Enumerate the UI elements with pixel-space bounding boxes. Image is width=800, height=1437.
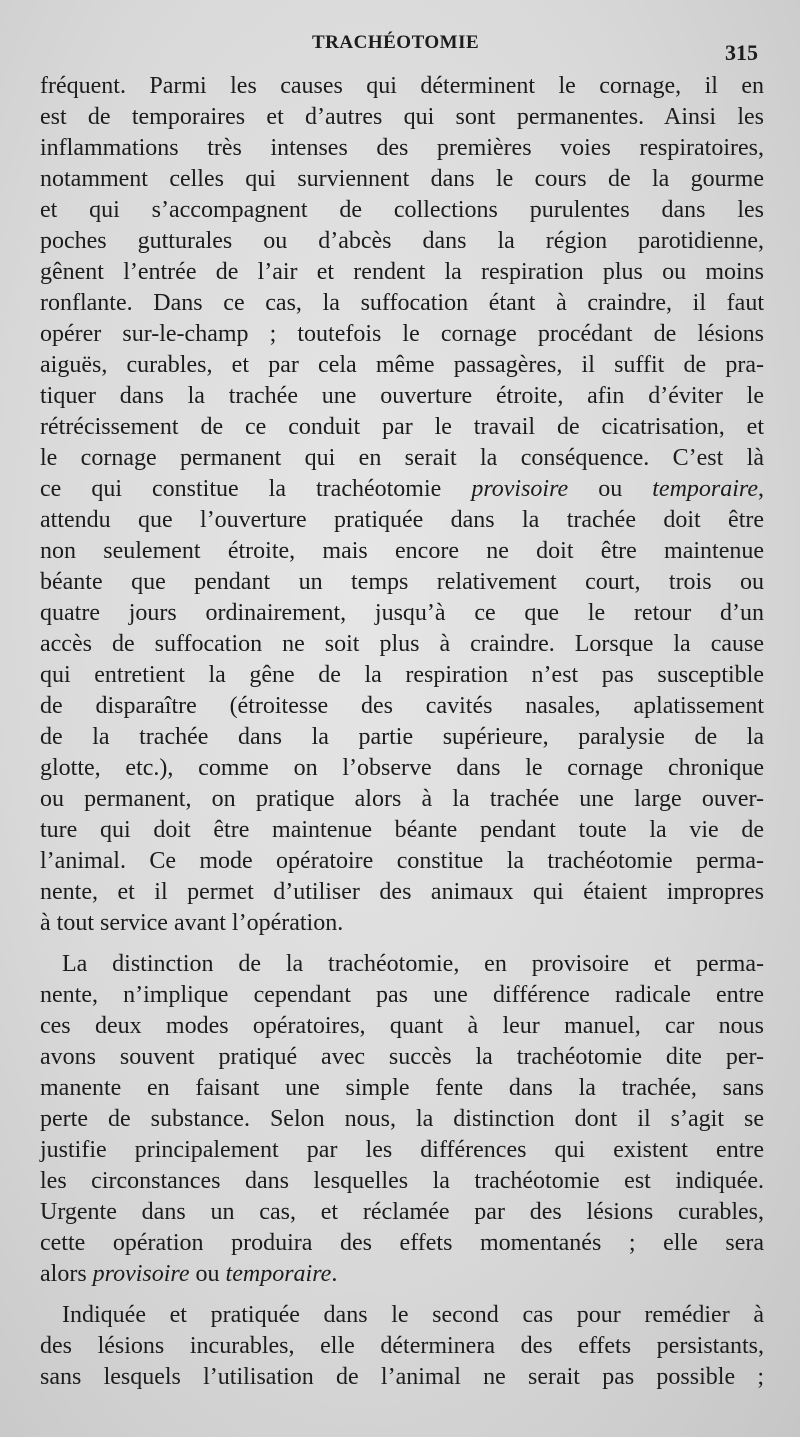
text-line: Indiquée et pratiquée dans le second cas pour remédier à	[62, 1302, 764, 1328]
text-line: glotte, etc.), comme on l’observe dans le cornage chronique	[40, 755, 764, 781]
text-line: de la trachée dans la partie supérieure, paralysie de la	[40, 724, 764, 750]
text-line-italic-terms	[40, 1259, 764, 1290]
text-line: gênent l’entrée de l’air et rendent la respiration plus ou moins	[40, 259, 764, 285]
text-run: ce qui constitue la trachéotomie	[40, 476, 472, 502]
running-head	[0, 32, 800, 65]
text-line: nente, n’implique cependant pas une différence radicale entre	[40, 982, 764, 1008]
text-line: l’animal. Ce mode opératoire constitue la trachéotomie perma-	[40, 848, 764, 874]
text-line: le cornage permanent qui en serait la conséquence. C’est là	[40, 445, 764, 471]
text-run: ou	[189, 1261, 226, 1287]
paragraph-gap	[40, 1290, 764, 1300]
text-line: ture qui doit être maintenue béante pendant toute la vie de	[40, 817, 764, 843]
paragraph-gap	[40, 939, 764, 949]
paragraph-1	[40, 71, 764, 939]
text-line: Urgente dans un cas, et réclamée par des lésions curables,	[40, 1199, 764, 1225]
text-line: qui entretient la gêne de la respiration n’est pas susceptible	[40, 662, 764, 688]
text-line: sans lesquels l’utilisation de l’animal ne serait pas possible ;	[40, 1364, 764, 1390]
italic-term-provisoire: provisoire	[471, 476, 569, 502]
text-line: inflammations très intenses des premières voies respiratoires,	[40, 135, 764, 161]
italic-term-temporaire: temporaire	[225, 1261, 332, 1287]
text-line: opérer sur-le-champ ; toutefois le cornage procédant de lésions	[40, 321, 764, 347]
text-run: alors	[40, 1261, 93, 1287]
text-line-italic-terms	[40, 474, 764, 505]
text-line: attendu que l’ouverture pratiquée dans la trachée doit être	[40, 507, 764, 533]
text-line: béante que pendant un temps relativement court, trois ou	[40, 569, 764, 595]
text-line: à tout service avant l’opération.	[40, 910, 344, 936]
text-line: et qui s’accompagnent de collections purulentes dans les	[40, 197, 764, 223]
text-line: tiquer dans la trachée une ouverture étroite, afin d’éviter le	[40, 383, 764, 409]
running-title: TRACHÉOTOMIE	[312, 32, 480, 53]
text-line: fréquent. Parmi les causes qui déterminent le cornage, il en	[40, 73, 764, 99]
text-line: les circonstances dans lesquelles la trachéotomie est indiquée.	[40, 1168, 764, 1194]
text-run: .	[331, 1261, 338, 1287]
italic-term-temporaire: temporaire	[652, 476, 759, 502]
text-line: aiguës, curables, et par cela même passagères, il suffit de pra-	[40, 352, 764, 378]
text-line: nente, et il permet d’utiliser des animaux qui étaient impropres	[40, 879, 764, 905]
body-text	[40, 71, 764, 1393]
text-line: notamment celles qui surviennent dans le cours de la gourme	[40, 166, 764, 192]
text-line: est de temporaires et d’autres qui sont permanentes. Ainsi les	[40, 104, 764, 130]
text-run: ,	[758, 476, 765, 502]
text-line: ces deux modes opératoires, quant à leur manuel, car nous	[40, 1013, 764, 1039]
text-line: rétrécissement de ce conduit par le travail de cicatrisation, et	[40, 414, 764, 440]
page-number: 315	[725, 40, 758, 65]
text-line: perte de substance. Selon nous, la distinction dont il s’agit se	[40, 1106, 764, 1132]
text-line: quatre jours ordinairement, jusqu’à ce que le retour d’un	[40, 600, 764, 626]
text-line: poches gutturales ou d’abcès dans la région parotidienne,	[40, 228, 764, 254]
text-line: La distinction de la trachéotomie, en provisoire et perma-	[62, 951, 764, 977]
text-line: accès de suffocation ne soit plus à craindre. Lorsque la cause	[40, 631, 764, 657]
text-line: avons souvent pratiqué avec succès la trachéotomie dite per-	[40, 1044, 764, 1070]
text-line: manente en faisant une simple fente dans la trachée, sans	[40, 1075, 764, 1101]
italic-term-provisoire: provisoire	[92, 1261, 190, 1287]
text-line: de disparaître (étroitesse des cavités nasales, aplatissement	[40, 693, 764, 719]
text-run: ou	[568, 476, 653, 502]
text-line: non seulement étroite, mais encore ne doit être maintenue	[40, 538, 764, 564]
text-line: ronflante. Dans ce cas, la suffocation étant à craindre, il faut	[40, 290, 764, 316]
paragraph-3	[40, 1300, 764, 1393]
text-line: des lésions incurables, elle déterminera des effets persistants,	[40, 1333, 764, 1359]
text-line: ou permanent, on pratique alors à la trachée une large ouver-	[40, 786, 764, 812]
text-line: cette opération produira des effets momentanés ; elle sera	[40, 1230, 764, 1256]
paragraph-2	[40, 949, 764, 1290]
text-line: justifie principalement par les différences qui existent entre	[40, 1137, 764, 1163]
